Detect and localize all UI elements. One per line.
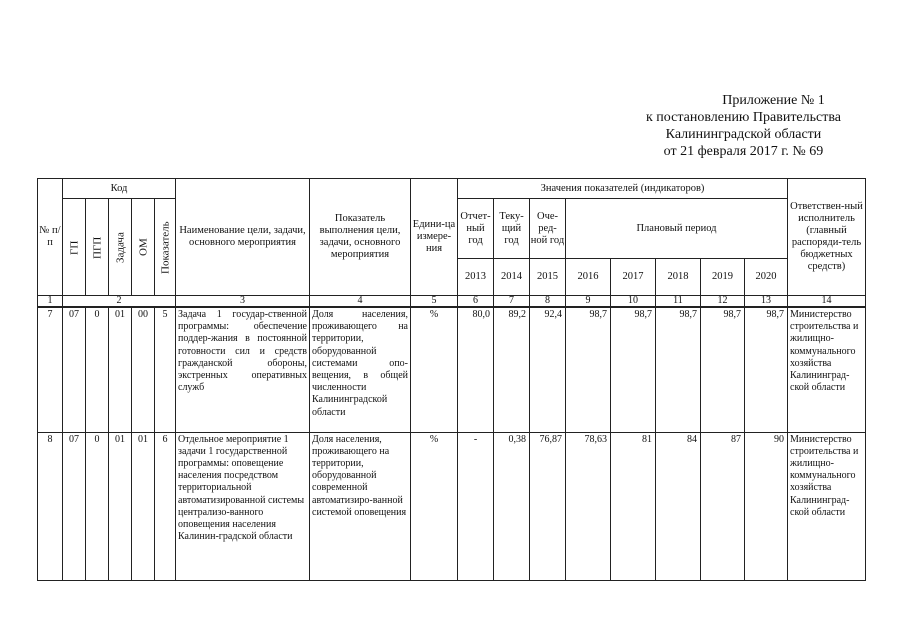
column-number: 13 <box>745 296 788 308</box>
column-number: 10 <box>611 296 656 308</box>
header-code-pgp: ПГП <box>86 199 109 296</box>
header-indicator: Показатель выполнения цели, задачи, основного мероприятия <box>310 179 411 296</box>
header-row-number: № п/п <box>38 179 63 296</box>
value-2019: 98,7 <box>701 307 745 432</box>
table-row <box>38 432 866 580</box>
column-number: 4 <box>310 296 411 308</box>
value-2018: 84 <box>656 432 701 580</box>
appendix-title: Приложение № 1 <box>722 93 825 108</box>
code-om: 01 <box>132 432 155 580</box>
value-2017: 81 <box>611 432 656 580</box>
column-number: 3 <box>176 296 310 308</box>
header-unit: Едини-ца измере-ния <box>411 179 458 296</box>
document-header <box>646 92 841 160</box>
column-number: 1 <box>38 296 63 308</box>
value-2014: 89,2 <box>494 307 530 432</box>
header-code-indicator: Показатель <box>155 199 176 296</box>
header-name: Наименование цели, задачи, основного мероприятия <box>176 179 310 296</box>
value-2020: 98,7 <box>745 307 788 432</box>
header-year: 2019 <box>701 259 745 296</box>
appendix-region: Калининградской области <box>665 127 822 142</box>
header-next-year: Оче-ред-ной год <box>530 199 566 259</box>
goal-name: Отдельное мероприятие 1 задачи 1 государственной программы: оповещение населения посредством территориальной автоматизированной системы централизо-ванного оповещения населения Калинин-градской области <box>176 432 310 580</box>
header-year: 2016 <box>566 259 611 296</box>
code-indicator: 5 <box>155 307 176 432</box>
header-report-year: Отчет-ный год <box>458 199 494 259</box>
value-2016: 78,63 <box>566 432 611 580</box>
indicator-name: Доля населения, проживающего на территории, оборудованной современной автоматизиро-ванной системой оповещения <box>310 432 411 580</box>
code-om: 00 <box>132 307 155 432</box>
header-current-year: Теку-щий год <box>494 199 530 259</box>
indicators-table <box>37 178 866 581</box>
value-2019: 87 <box>701 432 745 580</box>
column-number-row <box>38 296 866 308</box>
row-number: 8 <box>38 432 63 580</box>
column-number: 6 <box>458 296 494 308</box>
header-code-task: Задача <box>109 199 132 296</box>
goal-name: Задача 1 государ-ственной программы: обеспечение поддер-жания в постоянной готовности сил и средств гражданской обороны, экстренных оперативных служб <box>176 307 310 432</box>
value-2016: 98,7 <box>566 307 611 432</box>
column-number: 14 <box>788 296 866 308</box>
header-year: 2015 <box>530 259 566 296</box>
column-number: 2 <box>63 296 176 308</box>
column-number: 5 <box>411 296 458 308</box>
code-pgp: 0 <box>86 307 109 432</box>
value-2020: 90 <box>745 432 788 580</box>
responsible: Министерство строительства и жилищно-коммунального хозяйства Калининград-ской области <box>788 432 866 580</box>
header-responsible: Ответствен-ный исполнитель (главный распоряди-тель бюджетных средств) <box>788 179 866 296</box>
column-number: 9 <box>566 296 611 308</box>
code-indicator: 6 <box>155 432 176 580</box>
header-plan-period: Плановый период <box>566 199 788 259</box>
header-code: Код <box>63 179 176 199</box>
value-2013: 80,0 <box>458 307 494 432</box>
value-2018: 98,7 <box>656 307 701 432</box>
appendix-date-number: от 21 февраля 2017 г. № 69 <box>663 144 824 159</box>
code-gp: 07 <box>63 432 86 580</box>
unit: % <box>411 432 458 580</box>
unit: % <box>411 307 458 432</box>
code-gp: 07 <box>63 307 86 432</box>
value-2015: 92,4 <box>530 307 566 432</box>
column-number: 11 <box>656 296 701 308</box>
header-year: 2020 <box>745 259 788 296</box>
value-2017: 98,7 <box>611 307 656 432</box>
code-task: 01 <box>109 307 132 432</box>
header-values: Значения показателей (индикаторов) <box>458 179 788 199</box>
value-2014: 0,38 <box>494 432 530 580</box>
column-number: 8 <box>530 296 566 308</box>
code-task: 01 <box>109 432 132 580</box>
header-code-gp: ГП <box>63 199 86 296</box>
table-row <box>38 307 866 432</box>
value-2015: 76,87 <box>530 432 566 580</box>
header-code-om: ОМ <box>132 199 155 296</box>
indicator-name: Доля населения, проживающего на территории, оборудованной системами опо-вещения, в общей численности Калининградской области <box>310 307 411 432</box>
value-2013: - <box>458 432 494 580</box>
code-pgp: 0 <box>86 432 109 580</box>
header-year: 2014 <box>494 259 530 296</box>
header-year: 2018 <box>656 259 701 296</box>
header-year: 2017 <box>611 259 656 296</box>
row-number: 7 <box>38 307 63 432</box>
header-year: 2013 <box>458 259 494 296</box>
responsible: Министерство строительства и жилищно-коммунального хозяйства Калининград-ской области <box>788 307 866 432</box>
column-number: 7 <box>494 296 530 308</box>
column-number: 12 <box>701 296 745 308</box>
appendix-reference: к постановлению Правительства <box>645 110 841 125</box>
